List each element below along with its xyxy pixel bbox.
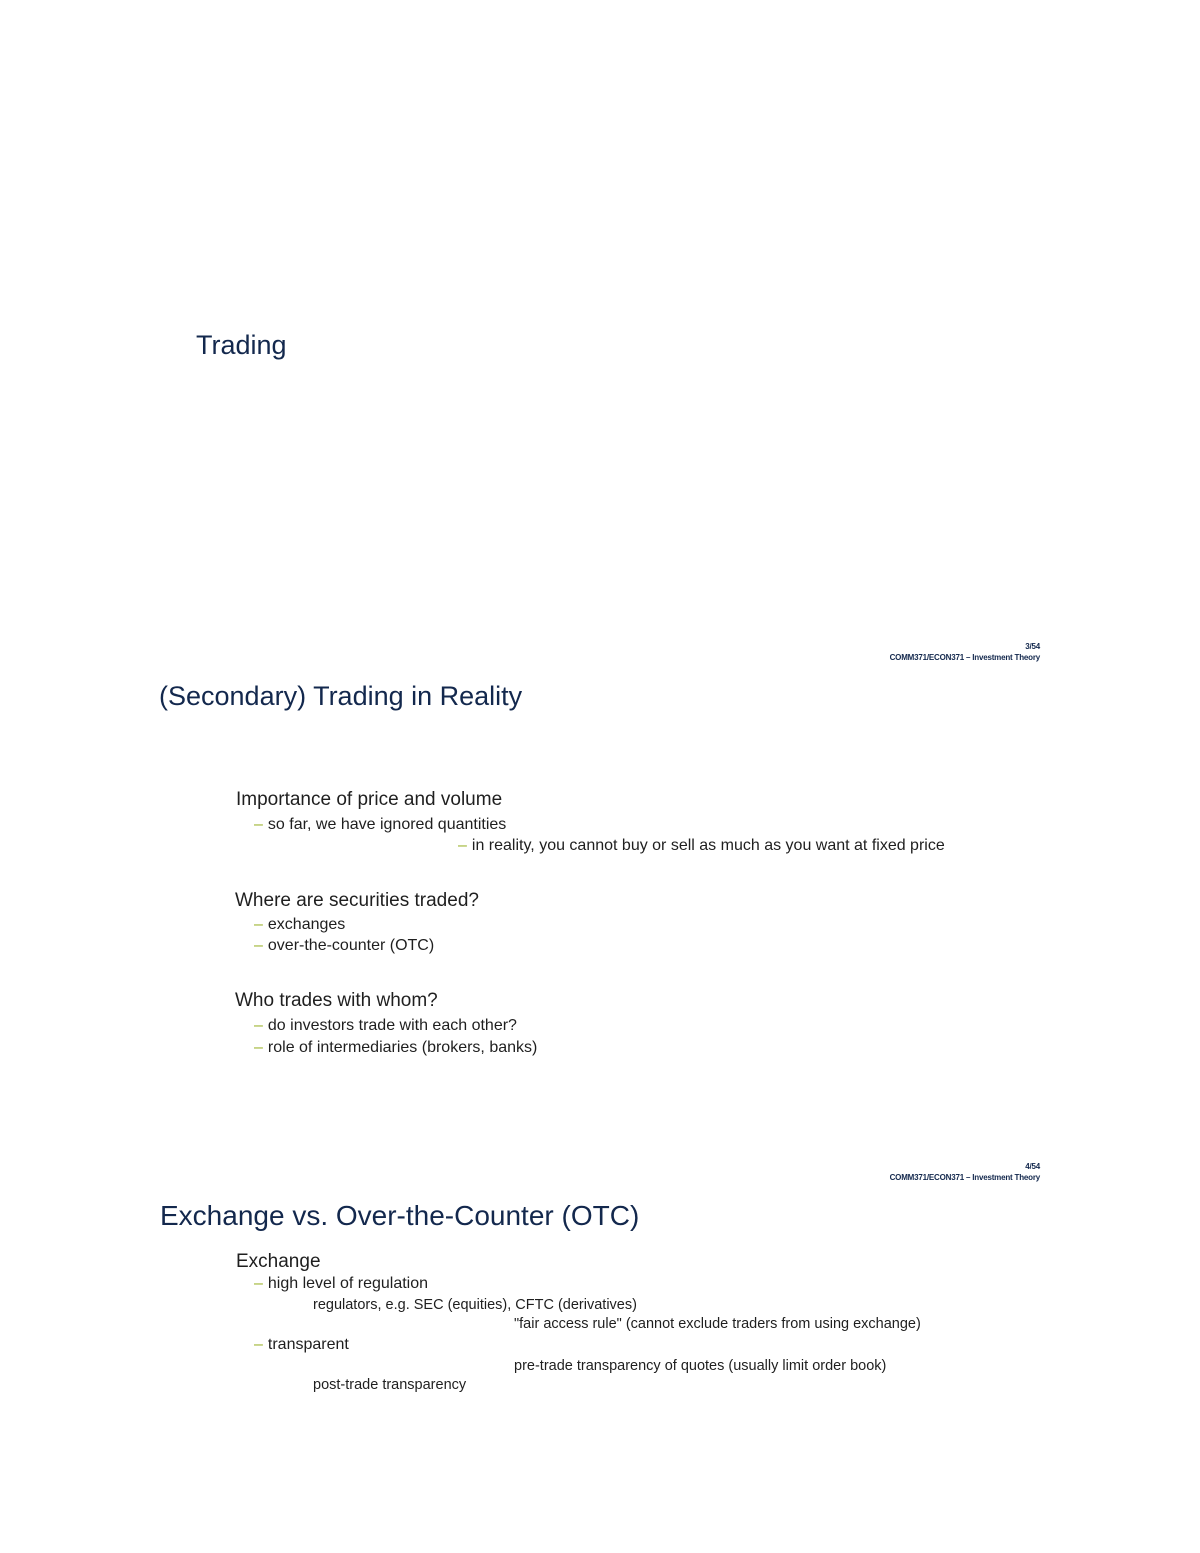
sub-list-item: "fair access rule" (cannot exclude traders from using exchange) [514, 1316, 921, 1332]
sub-list-item: pre-trade transparency of quotes (usually limit order book) [514, 1358, 887, 1374]
section-heading: Importance of price and volume [236, 789, 503, 810]
slide-footer-4 [890, 1161, 1040, 1183]
list-item: – over-the-counter (OTC) [254, 937, 435, 954]
list-item: – high level of regulation [254, 1275, 429, 1292]
course-label: COMM371/ECON371 – Investment Theory [889, 653, 1040, 662]
slide-title-secondary-trading: (Secondary) Trading in Reality [159, 681, 523, 711]
bullet-dash-icon: – [254, 816, 263, 833]
bullet-dash-icon: – [254, 1017, 263, 1034]
list-item: – in reality, you cannot buy or sell as much as you want at fixed price [458, 837, 945, 854]
bullet-dash-icon: – [254, 937, 263, 954]
list-item: – transparent [254, 1336, 349, 1353]
sub-list-item: post-trade transparency [313, 1377, 467, 1393]
sub-list-item: regulators, e.g. SEC (equities), CFTC (derivatives) [313, 1297, 637, 1313]
course-label: COMM371/ECON371 – Investment Theory [889, 1173, 1040, 1182]
list-item: – so far, we have ignored quantities [254, 816, 507, 833]
slide-footer-3 [890, 641, 1040, 663]
list-item: – exchanges [254, 916, 346, 933]
page-number: 4/54 [1025, 1162, 1040, 1171]
bullet-dash-icon: – [254, 916, 263, 933]
bullet-dash-icon: – [254, 1336, 263, 1353]
section-heading: Who trades with whom? [235, 990, 438, 1011]
bullet-dash-icon: – [254, 1039, 263, 1056]
section-heading: Exchange [236, 1251, 321, 1272]
list-item: – do investors trade with each other? [254, 1017, 517, 1034]
bullet-dash-icon: – [254, 1275, 263, 1292]
slide-title-exchange-vs-otc: Exchange vs. Over-the-Counter (OTC) [160, 1200, 640, 1231]
page-number: 3/54 [1025, 642, 1040, 651]
list-item: – role of intermediaries (brokers, banks) [254, 1039, 538, 1056]
bullet-dash-icon: – [458, 837, 467, 854]
section-heading: Where are securities traded? [235, 890, 479, 911]
slide-title-trading: Trading [196, 330, 287, 360]
